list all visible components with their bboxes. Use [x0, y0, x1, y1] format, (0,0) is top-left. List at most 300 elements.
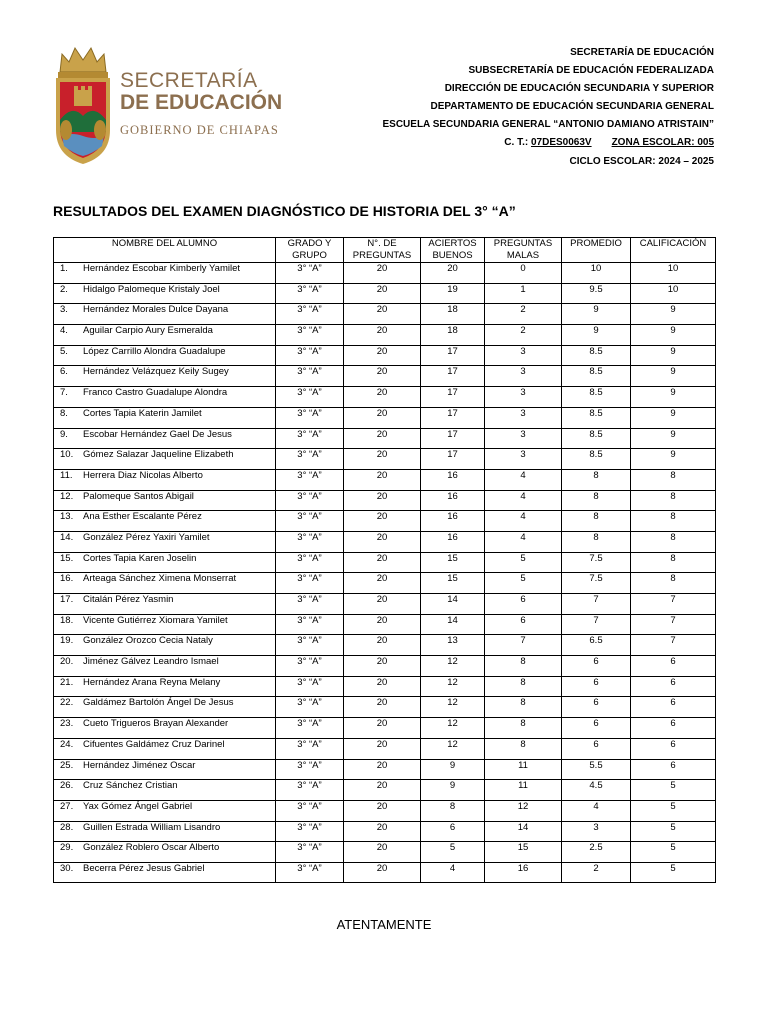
malas-cell: 2: [485, 325, 562, 346]
student-name-cell: [54, 780, 276, 801]
ciclo-escolar: CICLO ESCOLAR: 2024 – 2025: [569, 155, 714, 167]
aciertos-cell: 16: [421, 511, 485, 532]
student-name-cell: [54, 842, 276, 863]
table-row: [54, 862, 716, 882]
grupo-cell: 3° “A”: [276, 614, 344, 635]
student-name: López Carrillo Alondra Guadalupe: [83, 345, 226, 357]
student-name: González Pérez Yaxiri Yamilet: [83, 531, 210, 543]
student-name: Aguilar Carpio Aury Esmeralda: [83, 325, 213, 337]
aciertos-cell: 18: [421, 304, 485, 325]
student-name: Citalán Pérez Yasmin: [83, 594, 174, 605]
student-name-cell: [54, 573, 276, 594]
row-number: 5.: [60, 345, 68, 357]
student-name-cell: [54, 821, 276, 842]
student-name: Cruz Sánchez Cristian: [83, 780, 178, 792]
header-line: SUBSECRETARÍA DE EDUCACIÓN FEDERALIZADA: [468, 65, 714, 77]
grupo-cell: 3° “A”: [276, 842, 344, 863]
student-name-cell: [54, 718, 276, 739]
preguntas-cell: 20: [344, 283, 421, 304]
preguntas-cell: 20: [344, 635, 421, 656]
malas-cell: 3: [485, 407, 562, 428]
calificacion-cell: 9: [631, 449, 716, 470]
student-name-cell: [54, 738, 276, 759]
calificacion-cell: 9: [631, 345, 716, 366]
preguntas-cell: 20: [344, 407, 421, 428]
calificacion-cell: 5: [631, 842, 716, 863]
calificacion-cell: 9: [631, 304, 716, 325]
calificacion-cell: 8: [631, 573, 716, 594]
preguntas-cell: 20: [344, 511, 421, 532]
promedio-cell: 6: [562, 718, 631, 739]
table-row: [54, 490, 716, 511]
preguntas-cell: 20: [344, 531, 421, 552]
table-row: [54, 759, 716, 780]
malas-cell: 11: [485, 780, 562, 801]
malas-cell: 8: [485, 738, 562, 759]
promedio-cell: 8.5: [562, 407, 631, 428]
malas-cell: 7: [485, 635, 562, 656]
preguntas-cell: 20: [344, 366, 421, 387]
grupo-cell: 3° “A”: [276, 573, 344, 594]
col-header-calificacion: CALIFICACIÓN: [631, 238, 716, 263]
grupo-cell: 3° “A”: [276, 697, 344, 718]
row-number: 8.: [60, 407, 68, 419]
col-header-grado: GRADO Y GRUPO: [276, 238, 344, 263]
col-header-malas: PREGUNTAS MALAS: [485, 238, 562, 263]
table-row: [54, 304, 716, 325]
row-number: 15.: [60, 552, 74, 564]
col-header-aciertos: ACIERTOS BUENOS: [421, 238, 485, 263]
table-row: [54, 780, 716, 801]
grupo-cell: 3° “A”: [276, 676, 344, 697]
promedio-cell: 10: [562, 263, 631, 284]
row-number: 21.: [60, 676, 74, 688]
malas-cell: 5: [485, 552, 562, 573]
student-name: Guillen Estrada William Lisandro: [83, 821, 221, 833]
calificacion-cell: 5: [631, 800, 716, 821]
student-name-cell: [54, 283, 276, 304]
page-title: RESULTADOS DEL EXAMEN DIAGNÓSTICO DE HISTORIA DEL 3° “A”: [53, 203, 516, 219]
preguntas-cell: 20: [344, 304, 421, 325]
aciertos-cell: 18: [421, 325, 485, 346]
grupo-cell: 3° “A”: [276, 407, 344, 428]
student-name: González Orozco Cecia Nataly: [83, 635, 213, 647]
calificacion-cell: 6: [631, 738, 716, 759]
student-name-cell: [54, 345, 276, 366]
calificacion-cell: 10: [631, 263, 716, 284]
table-row: [54, 676, 716, 697]
promedio-cell: 8.5: [562, 345, 631, 366]
malas-cell: 0: [485, 263, 562, 284]
student-name-cell: [54, 304, 276, 325]
preguntas-cell: 20: [344, 718, 421, 739]
calificacion-cell: 8: [631, 469, 716, 490]
table-row: [54, 263, 716, 284]
student-name: Yax Gómez Ángel Gabriel: [83, 800, 193, 812]
table-row: [54, 469, 716, 490]
table-row: [54, 800, 716, 821]
malas-cell: 8: [485, 718, 562, 739]
results-table: [53, 237, 716, 883]
row-number: 26.: [60, 780, 74, 792]
logo-line-1: SECRETARÍA: [120, 69, 258, 92]
promedio-cell: 9: [562, 304, 631, 325]
table-row: [54, 283, 716, 304]
aciertos-cell: 17: [421, 428, 485, 449]
student-name: Hernández Velázquez Keily Sugey: [83, 366, 229, 378]
calificacion-cell: 7: [631, 635, 716, 656]
malas-cell: 3: [485, 366, 562, 387]
table-row: [54, 738, 716, 759]
row-number: 22.: [60, 697, 74, 709]
table-row: [54, 531, 716, 552]
malas-cell: 5: [485, 573, 562, 594]
ct-zona-line: [383, 134, 715, 152]
student-name-cell: [54, 759, 276, 780]
student-name: Becerra Pérez Jesus Gabriel: [83, 862, 205, 874]
table-row: [54, 842, 716, 863]
preguntas-cell: 20: [344, 614, 421, 635]
promedio-cell: 8.5: [562, 366, 631, 387]
grupo-cell: 3° “A”: [276, 366, 344, 387]
header-line: SECRETARÍA DE EDUCACIÓN: [570, 47, 714, 58]
table-row: [54, 511, 716, 532]
grupo-cell: 3° “A”: [276, 594, 344, 615]
student-name: Cueto Trigueros Brayan Alexander: [83, 718, 229, 730]
header-line: ESCUELA SECUNDARIA GENERAL “ANTONIO DAMIANO ATRISTAIN”: [382, 119, 714, 131]
col-header-promedio: PROMEDIO: [562, 238, 631, 263]
preguntas-cell: 20: [344, 449, 421, 470]
promedio-cell: 6.5: [562, 635, 631, 656]
aciertos-cell: 5: [421, 842, 485, 863]
promedio-cell: 7: [562, 594, 631, 615]
col-header-preguntas: N°. DE PREGUNTAS: [344, 238, 421, 263]
preguntas-cell: 20: [344, 676, 421, 697]
aciertos-cell: 12: [421, 656, 485, 677]
preguntas-cell: 20: [344, 345, 421, 366]
grupo-cell: 3° “A”: [276, 531, 344, 552]
preguntas-cell: 20: [344, 862, 421, 882]
preguntas-cell: 20: [344, 800, 421, 821]
aciertos-cell: 17: [421, 366, 485, 387]
promedio-cell: 8: [562, 490, 631, 511]
grupo-cell: 3° “A”: [276, 325, 344, 346]
calificacion-cell: 10: [631, 283, 716, 304]
row-number: 29.: [60, 842, 74, 854]
calificacion-cell: 8: [631, 511, 716, 532]
row-number: 30.: [60, 862, 74, 874]
grupo-cell: 3° “A”: [276, 449, 344, 470]
promedio-cell: 2: [562, 862, 631, 882]
grupo-cell: 3° “A”: [276, 780, 344, 801]
preguntas-cell: 20: [344, 738, 421, 759]
closing-text: ATENTAMENTE: [336, 917, 432, 932]
student-name-cell: [54, 614, 276, 635]
promedio-cell: 8: [562, 511, 631, 532]
row-number: 27.: [60, 800, 74, 812]
aciertos-cell: 6: [421, 821, 485, 842]
malas-cell: 3: [485, 428, 562, 449]
table-row: [54, 594, 716, 615]
aciertos-cell: 15: [421, 573, 485, 594]
student-name: Hidalgo Palomeque Kristaly Joel: [83, 283, 220, 295]
grupo-cell: 3° “A”: [276, 656, 344, 677]
row-number: 6.: [60, 366, 68, 378]
row-number: 13.: [60, 511, 74, 523]
student-name: Gómez Salazar Jaqueline Elizabeth: [83, 449, 234, 461]
student-name: Vicente Gutiérrez Xiomara Yamilet: [83, 614, 228, 626]
preguntas-cell: 20: [344, 842, 421, 863]
grupo-cell: 3° “A”: [276, 490, 344, 511]
aciertos-cell: 16: [421, 469, 485, 490]
promedio-cell: 4.5: [562, 780, 631, 801]
grupo-cell: 3° “A”: [276, 387, 344, 408]
student-name-cell: [54, 800, 276, 821]
malas-cell: 8: [485, 656, 562, 677]
calificacion-cell: 5: [631, 821, 716, 842]
row-number: 11.: [60, 469, 73, 481]
aciertos-cell: 12: [421, 718, 485, 739]
calificacion-cell: 6: [631, 676, 716, 697]
row-number: 3.: [60, 304, 68, 316]
row-number: 25.: [60, 759, 74, 771]
promedio-cell: 6: [562, 697, 631, 718]
preguntas-cell: 20: [344, 594, 421, 615]
row-number: 7.: [60, 387, 68, 399]
student-name: Jiménez Gálvez Leandro Ismael: [83, 656, 219, 668]
malas-cell: 11: [485, 759, 562, 780]
table-row: [54, 345, 716, 366]
calificacion-cell: 6: [631, 718, 716, 739]
student-name-cell: [54, 325, 276, 346]
calificacion-cell: 9: [631, 428, 716, 449]
aciertos-cell: 8: [421, 800, 485, 821]
preguntas-cell: 20: [344, 325, 421, 346]
grupo-cell: 3° “A”: [276, 283, 344, 304]
promedio-cell: 6: [562, 656, 631, 677]
row-number: 1.: [60, 263, 68, 274]
student-name-cell: [54, 862, 276, 882]
student-name-cell: [54, 263, 276, 284]
ct-label: C. T.:: [504, 137, 531, 149]
aciertos-cell: 16: [421, 531, 485, 552]
student-name-cell: [54, 428, 276, 449]
promedio-cell: 8.5: [562, 428, 631, 449]
table-row: [54, 325, 716, 346]
preguntas-cell: 20: [344, 428, 421, 449]
aciertos-cell: 15: [421, 552, 485, 573]
aciertos-cell: 17: [421, 407, 485, 428]
calificacion-cell: 8: [631, 531, 716, 552]
aciertos-cell: 16: [421, 490, 485, 511]
student-name-cell: [54, 697, 276, 718]
aciertos-cell: 4: [421, 862, 485, 882]
ct-value: 07DES0063V: [530, 137, 592, 149]
aciertos-cell: 14: [421, 594, 485, 615]
table-row: [54, 407, 716, 428]
calificacion-cell: 9: [631, 366, 716, 387]
student-name: Hernández Escobar Kimberly Yamilet: [83, 263, 240, 274]
preguntas-cell: 20: [344, 656, 421, 677]
grupo-cell: 3° “A”: [276, 511, 344, 532]
grupo-cell: 3° “A”: [276, 428, 344, 449]
malas-cell: 16: [485, 862, 562, 882]
row-number: 19.: [60, 635, 74, 647]
promedio-cell: 8: [562, 469, 631, 490]
grupo-cell: 3° “A”: [276, 304, 344, 325]
calificacion-cell: 9: [631, 325, 716, 346]
malas-cell: 6: [485, 594, 562, 615]
promedio-cell: 5.5: [562, 759, 631, 780]
row-number: 20.: [60, 656, 74, 668]
student-name: Palomeque Santos Abigail: [83, 490, 194, 502]
aciertos-cell: 13: [421, 635, 485, 656]
aciertos-cell: 12: [421, 738, 485, 759]
row-number: 12.: [60, 490, 74, 502]
calificacion-cell: 7: [631, 614, 716, 635]
student-name-cell: [54, 531, 276, 552]
row-number: 23.: [60, 718, 74, 730]
grupo-cell: 3° “A”: [276, 862, 344, 882]
promedio-cell: 9: [562, 325, 631, 346]
malas-cell: 14: [485, 821, 562, 842]
grupo-cell: 3° “A”: [276, 345, 344, 366]
student-name: Hernández Arana Reyna Melany: [83, 676, 221, 688]
malas-cell: 4: [485, 469, 562, 490]
malas-cell: 4: [485, 490, 562, 511]
student-name: Hernández Morales Dulce Dayana: [83, 304, 229, 316]
promedio-cell: 7.5: [562, 573, 631, 594]
promedio-cell: 9.5: [562, 283, 631, 304]
row-number: 24.: [60, 738, 74, 750]
grupo-cell: 3° “A”: [276, 759, 344, 780]
preguntas-cell: 20: [344, 263, 421, 284]
promedio-cell: 3: [562, 821, 631, 842]
student-name: Arteaga Sánchez Ximena Monserrat: [83, 573, 237, 585]
student-name-cell: [54, 469, 276, 490]
malas-cell: 6: [485, 614, 562, 635]
calificacion-cell: 6: [631, 656, 716, 677]
malas-cell: 12: [485, 800, 562, 821]
row-number: 2.: [60, 283, 68, 295]
malas-cell: 3: [485, 387, 562, 408]
calificacion-cell: 6: [631, 759, 716, 780]
student-name-cell: [54, 449, 276, 470]
table-row: [54, 635, 716, 656]
student-name: Cortes Tapia Karen Joselin: [83, 552, 197, 564]
preguntas-cell: 20: [344, 759, 421, 780]
secretaria-logo: [52, 44, 283, 166]
malas-cell: 3: [485, 449, 562, 470]
student-name: Cortes Tapia Katerin Jamilet: [83, 407, 202, 419]
grupo-cell: 3° “A”: [276, 718, 344, 739]
promedio-cell: 8: [562, 531, 631, 552]
student-name-cell: [54, 656, 276, 677]
malas-cell: 15: [485, 842, 562, 863]
malas-cell: 4: [485, 511, 562, 532]
promedio-cell: 6: [562, 676, 631, 697]
table-row: [54, 552, 716, 573]
table-row: [54, 428, 716, 449]
preguntas-cell: 20: [344, 469, 421, 490]
row-number: 28.: [60, 821, 74, 833]
student-name: Galdámez Bartolón Ángel De Jesus: [83, 697, 234, 709]
grupo-cell: 3° “A”: [276, 635, 344, 656]
calificacion-cell: 5: [631, 862, 716, 882]
preguntas-cell: 20: [344, 697, 421, 718]
calificacion-cell: 5: [631, 780, 716, 801]
grupo-cell: 3° “A”: [276, 738, 344, 759]
aciertos-cell: 17: [421, 449, 485, 470]
student-name-cell: [54, 511, 276, 532]
malas-cell: 3: [485, 345, 562, 366]
promedio-cell: 2.5: [562, 842, 631, 863]
malas-cell: 8: [485, 676, 562, 697]
student-name: Herrera Diaz Nicolas Alberto: [83, 469, 203, 481]
row-number: 16.: [60, 573, 74, 585]
aciertos-cell: 20: [421, 263, 485, 284]
student-name: Escobar Hernández Gael De Jesus: [83, 428, 232, 440]
student-name-cell: [54, 490, 276, 511]
header-line: DIRECCIÓN DE EDUCACIÓN SECUNDARIA Y SUPERIOR: [444, 83, 714, 95]
chiapas-shield-icon: [52, 44, 114, 166]
institution-header: [383, 44, 715, 171]
aciertos-cell: 14: [421, 614, 485, 635]
promedio-cell: 4: [562, 800, 631, 821]
student-name-cell: [54, 366, 276, 387]
preguntas-cell: 20: [344, 821, 421, 842]
table-row: [54, 718, 716, 739]
table-row: [54, 656, 716, 677]
zona-escolar: ZONA ESCOLAR: 005: [611, 137, 714, 149]
preguntas-cell: 20: [344, 387, 421, 408]
student-name: Ana Esther Escalante Pérez: [83, 511, 202, 523]
table-row: [54, 697, 716, 718]
row-number: 17.: [60, 594, 74, 605]
grupo-cell: 3° “A”: [276, 263, 344, 284]
student-name-cell: [54, 387, 276, 408]
grupo-cell: 3° “A”: [276, 552, 344, 573]
grupo-cell: 3° “A”: [276, 469, 344, 490]
table-row: [54, 387, 716, 408]
aciertos-cell: 12: [421, 676, 485, 697]
row-number: 18.: [60, 614, 74, 626]
student-name-cell: [54, 635, 276, 656]
table-row: [54, 614, 716, 635]
aciertos-cell: 17: [421, 387, 485, 408]
aciertos-cell: 17: [421, 345, 485, 366]
logo-line-3: GOBIERNO DE CHIAPAS: [120, 123, 279, 137]
student-name-cell: [54, 552, 276, 573]
logo-line-2: DE EDUCACIÓN: [120, 91, 283, 114]
grupo-cell: 3° “A”: [276, 800, 344, 821]
malas-cell: 2: [485, 304, 562, 325]
preguntas-cell: 20: [344, 490, 421, 511]
malas-cell: 8: [485, 697, 562, 718]
promedio-cell: 7.5: [562, 552, 631, 573]
aciertos-cell: 9: [421, 780, 485, 801]
student-name-cell: [54, 407, 276, 428]
student-name-cell: [54, 594, 276, 615]
student-name-cell: [54, 676, 276, 697]
calificacion-cell: 7: [631, 594, 716, 615]
promedio-cell: 8.5: [562, 387, 631, 408]
calificacion-cell: 8: [631, 552, 716, 573]
preguntas-cell: 20: [344, 780, 421, 801]
aciertos-cell: 9: [421, 759, 485, 780]
table-row: [54, 366, 716, 387]
malas-cell: 4: [485, 531, 562, 552]
